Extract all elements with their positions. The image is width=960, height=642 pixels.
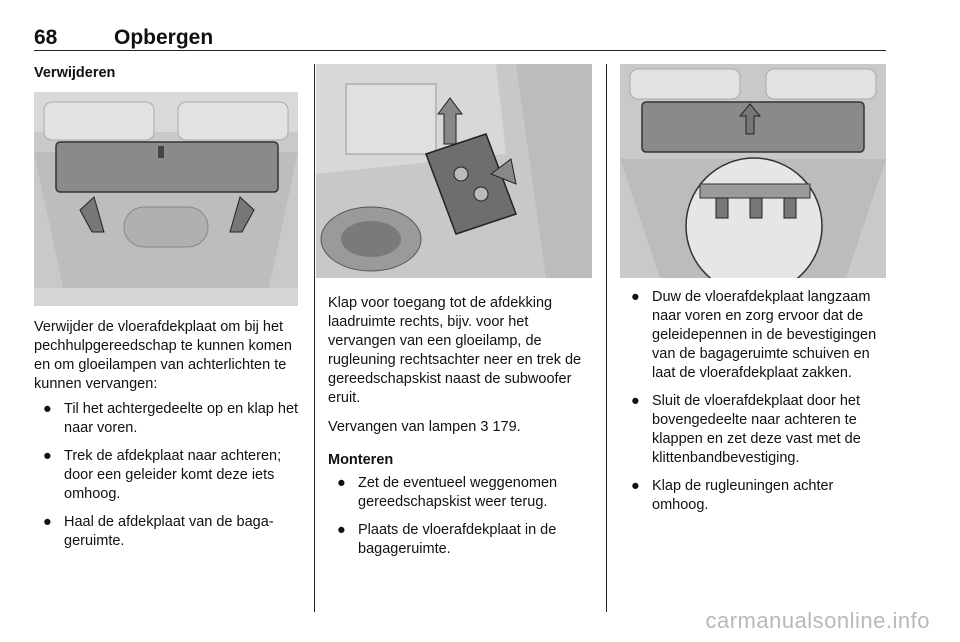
- illustration-remove-floor-cover: [34, 92, 298, 306]
- install-steps-continued-list: [622, 288, 888, 515]
- page-header: [34, 24, 886, 51]
- subheading-verwijderen: Verwijderen: [34, 65, 116, 81]
- list-item: ● Trek de afdekplaat naar achteren; door een geleider komt deze iets omhoog.: [43, 448, 282, 502]
- column-divider-2: [606, 64, 607, 612]
- page-number: 68: [34, 26, 58, 49]
- intro-text: Verwijder de vloerafdekplaat om bij het pechhulpgereedschap te kunnen komen en om gloeilampen van achterlichten te kunnen vervangen:: [34, 319, 292, 392]
- illustration-toolbox: [316, 64, 592, 278]
- reference-arrow-icon: 3: [480, 419, 489, 435]
- column-3-body: [622, 288, 888, 524]
- watermark: carmanualsonline.info: [705, 608, 930, 633]
- illustration-install-floor-cover: [620, 64, 886, 278]
- access-text: Klap voor toegang tot de afdekking laadruimte rechts, bijv. voor het vervangen van een gloeilamp, de rugleuning rechtsachter neer en trek de gereedschapskist naast de subwoofer eruit.: [328, 295, 582, 406]
- column-2-body: [328, 294, 596, 568]
- list-item: ● Sluit de vloerafdekplaat door het bovengedeelte naar achteren te klappen en zet deze vast met de klittenbandbevestiging.: [631, 393, 861, 466]
- list-item: ● Til het achtergedeelte op en klap het naar voren.: [43, 401, 299, 436]
- subheading-monteren: Monteren: [328, 452, 394, 468]
- column-1-body: [34, 318, 302, 560]
- column-1: [34, 64, 302, 83]
- remove-steps-list: [34, 400, 302, 551]
- list-item: ● Klap de rugleuningen achter omhoog.: [631, 478, 834, 513]
- list-item: ● Duw de vloerafdekplaat langzaam naar voren en zorg ervoor dat de geleidepennen in de bevestigingen van de bagageruimte schuiven en laat de vloerafdekplaat zakken.: [631, 289, 877, 381]
- list-item: ● Zet de eventueel weggenomen gereedschapskist weer terug.: [337, 475, 558, 510]
- lamp-reference: Vervangen van lampen 3 179.: [328, 419, 521, 435]
- section-title: Opbergen: [114, 26, 214, 49]
- install-steps-list: [328, 474, 596, 559]
- list-item: ● Haal de afdekplaat van de bagageruimte.: [43, 514, 274, 549]
- list-item: ● Plaats de vloerafdekplaat in de bagageruimte.: [337, 522, 557, 557]
- column-divider-1: [314, 64, 315, 612]
